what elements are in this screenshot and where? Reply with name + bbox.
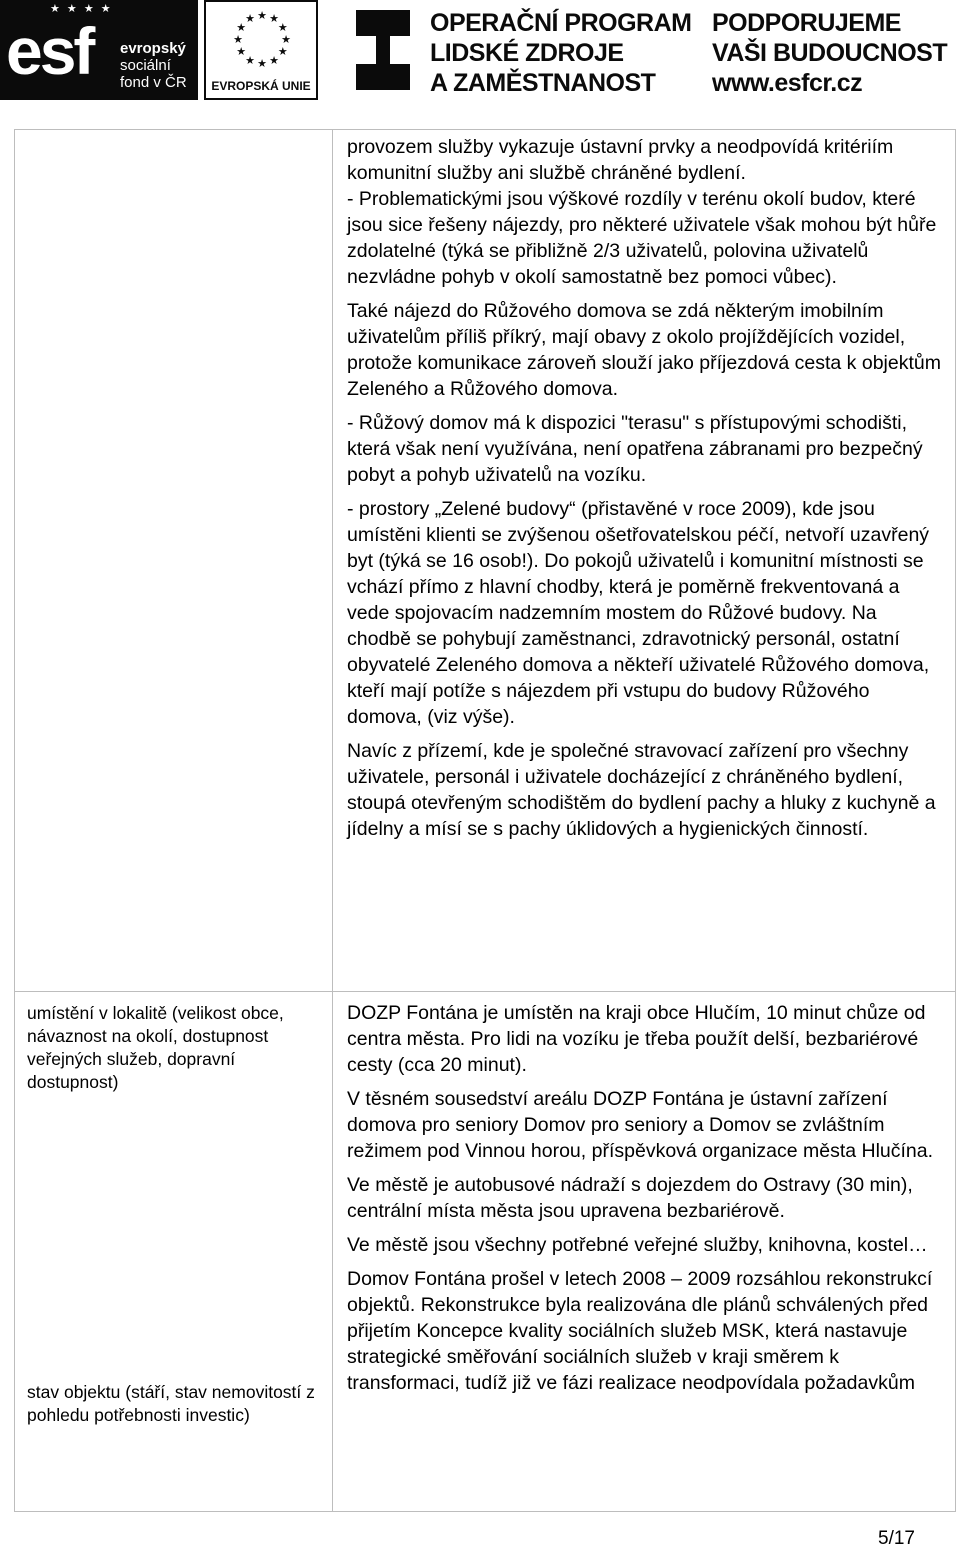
paragraph: - prostory „Zelené budovy“ (přistavěné v roce 2009), kde jsou umístěni klienti se zvýšenou ošetřovatelskou péčí, netvoří uzavřený byt (týká se 16 osob!). Do pokojů uživatelů i komunitní místnosti se vchází přímo z hlavní chodby, která je poměrně frekventovaná a vede spojovacím nadzemním mostem do Růžové budovy. Na chodbě se pohybují zaměstnanci, zdravotnický personál, ostatní obyvatelé Zeleného domova a někteří uživatelé Růžového domova, kteří mají potíže s nájezdem při vstupu do budovy Růžového domova, (viz výše).	[347, 498, 930, 728]
eu-star-icon: ★	[245, 13, 255, 26]
eu-star-icon: ★	[233, 34, 243, 46]
esf-logo-text: evropský sociální fond v ČR	[120, 40, 187, 91]
paragraph: Ve městě je autobusové nádraží s dojezdem do Ostravy (30 min), centrální místa města jsou upravena bezbariérově.	[347, 1174, 913, 1222]
eu-star-icon: ★	[277, 22, 288, 34]
eu-star-icon: ★	[257, 58, 267, 70]
left-cell	[15, 130, 333, 992]
eu-star-icon: ★	[245, 54, 255, 67]
paragraph: V těsném sousedství areálu DOZP Fontána je ústavní zařízení domova pro seniory Domov pro seniory a Domov se zvláštním režimem pod Vinnou horou, příspěvková organizace města Hlučína.	[347, 1088, 934, 1162]
eu-star-icon: ★	[269, 13, 279, 26]
paragraph: - Růžový domov má k dispozici "terasu" s přístupovými schodišti, která však není využívána, není opatřena zábranami pro bezpečný pobyt a pohyb uživatelů na vozíku.	[347, 412, 923, 486]
eu-label: EVROPSKÁ UNIE	[211, 79, 311, 93]
table-row	[15, 992, 956, 1512]
content-table	[14, 129, 956, 1512]
eu-stars-icon	[228, 8, 296, 70]
paragraph: provozem služby vykazuje ústavní prvky a neodpovídá kritériím komunitní služby ani službě chráněné bydlení.	[347, 136, 894, 184]
right-cell	[333, 130, 956, 992]
table-row	[15, 130, 956, 992]
esf-stars-icon: ★ ★ ★ ★	[50, 3, 113, 15]
paragraph: - Problematickými jsou výškové rozdíly v terénu okolí budov, které jsou sice řešeny nájezdy, pro některé uživatele však mohou být hůře zdolatelné (týká se přibližně 2/3 uživatelů, polovina uživatelů nezvládne pohyb v okolí samostatně bez pomoci vůbec).	[347, 188, 937, 288]
slogan: PODPORUJEME VAŠI BUDOUCNOST www.esfcr.cz	[712, 9, 948, 97]
eu-star-icon: ★	[281, 34, 291, 46]
paragraph: Domov Fontána prošel v letech 2008 – 2009 rozsáhlou rekonstrukcí objektů. Rekonstrukce byla realizována dle plánů schválených před přijetím Koncepce kvality sociálních služeb MSK, která nastavuje strategické směřování sociálních služeb v kraji směrem k transformaci, tudíž již ve fázi realizace neodpovídala požadavkům	[347, 1268, 933, 1394]
eu-star-icon: ★	[236, 22, 247, 34]
page-number: 5/17	[878, 1528, 915, 1549]
eu-star-icon: ★	[257, 10, 267, 22]
esf-logo-letters: esf	[6, 14, 93, 88]
criterion-label: stav objektu (stáří, stav nemovitostí z pohledu potřebnosti investic)	[27, 1382, 315, 1425]
esf-logo	[0, 0, 198, 100]
left-cell	[15, 992, 333, 1512]
eu-star-icon: ★	[269, 54, 279, 67]
eu-logo	[204, 0, 318, 100]
paragraph: Navíc z přízemí, kde je společné stravovací zařízení pro všechny uživatele, personál i uživatele docházející z chráněného bydlení, stoupá otevřeným schodištěm do bydlení pachy a hluky z kuchyně a jídelny a mísí se s pachy úklidových a hygienických činností.	[347, 740, 936, 840]
criterion-label: umístění v lokalitě (velikost obce, návaznost na okolí, dostupnost veřejných služeb, dopravní dostupnost)	[27, 1003, 284, 1092]
paragraph: Ve městě jsou všechny potřebné veřejné služby, knihovna, kostel…	[347, 1234, 928, 1256]
eu-star-icon: ★	[277, 46, 288, 58]
op-logo-icon	[352, 6, 414, 94]
program-name: OPERAČNÍ PROGRAM LIDSKÉ ZDROJE A ZAMĚSTNANOST	[430, 9, 692, 97]
header-logos	[0, 0, 960, 100]
right-cell	[333, 992, 956, 1512]
eu-star-icon: ★	[236, 46, 247, 58]
paragraph: Také nájezd do Růžového domova se zdá některým imobilním uživatelům příliš příkrý, mají obavy z okolo projíždějících vozidel, protože komunikace zároveň slouží jako příjezdová cesta k objektům Zeleného a Růžového domova.	[347, 300, 941, 400]
paragraph: DOZP Fontána je umístěn na kraji obce Hlučím, 10 minut chůze od centra města. Pro lidi na vozíku je třeba použít delší, bezbariérové cesty (cca 20 minut).	[347, 1002, 926, 1076]
